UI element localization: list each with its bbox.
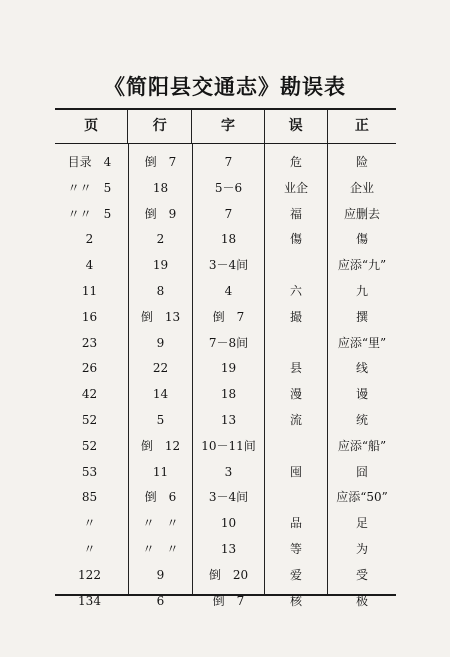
cell-word: 13 (220, 412, 237, 427)
page-title: 《简阳县交通志》勘误表 (104, 74, 346, 99)
cell-wrong (265, 485, 327, 511)
cell-word: 7 (224, 206, 233, 221)
header-page: 页 (84, 118, 99, 134)
cell-right: 极 (355, 593, 368, 608)
cell-page: 134 (78, 593, 101, 608)
cell-word: 19 (220, 361, 237, 376)
cell-right: 应添“九” (337, 258, 387, 273)
cell-wrong: 囤 (289, 464, 302, 479)
column-page (55, 144, 128, 608)
cell-right: 九 (355, 283, 368, 298)
cell-line: 倒 9 (144, 206, 177, 221)
cell-word: 3 (224, 464, 233, 479)
cell-page: 52 (81, 412, 98, 427)
cell-wrong (265, 253, 327, 279)
cell-line: 倒 6 (144, 490, 177, 505)
cell-right: 线 (355, 361, 368, 376)
cell-wrong: 漫 (289, 387, 302, 402)
cell-page: 〃〃 5 (67, 180, 112, 195)
cell-right: 应添“船” (337, 438, 387, 453)
cell-wrong: 品 (289, 516, 302, 531)
cell-page: 122 (78, 567, 101, 582)
cell-word: 7－8间 (208, 335, 249, 350)
cell-page: 16 (81, 309, 98, 324)
header-correct: 正 (327, 110, 396, 143)
cell-page: 52 (81, 438, 98, 453)
cell-wrong (265, 434, 327, 460)
cell-wrong (265, 331, 327, 357)
cell-right: 为 (355, 541, 368, 556)
table-body (55, 144, 396, 608)
cell-page: 26 (81, 361, 98, 376)
cell-page: 85 (81, 490, 98, 505)
cell-wrong: 业企 (283, 180, 308, 195)
column-line (128, 144, 192, 608)
cell-page: 〃 (83, 516, 96, 531)
cell-line: 〃 〃 (142, 516, 179, 531)
cell-wrong: 危 (289, 155, 302, 169)
cell-wrong: 六 (289, 283, 302, 298)
cell-wrong: 县 (289, 361, 302, 376)
cell-line: 8 (156, 283, 165, 298)
cell-wrong: 傷 (289, 232, 302, 247)
cell-right: 撰 (355, 309, 368, 324)
cell-wrong: 等 (289, 541, 302, 556)
cell-right: 统 (355, 412, 368, 427)
cell-word: 18 (220, 387, 237, 402)
cell-right: 应删去 (343, 206, 380, 221)
cell-right: 险 (355, 155, 368, 169)
cell-line: 2 (156, 232, 165, 247)
cell-line: 倒 13 (140, 309, 181, 324)
header-line: 行 (127, 110, 191, 143)
cell-wrong: 爱 (289, 567, 302, 582)
cell-line: 6 (156, 593, 165, 608)
cell-word: 7 (224, 155, 233, 169)
cell-word: 18 (220, 232, 237, 247)
cell-word: 10－11间 (201, 438, 256, 453)
cell-page: 53 (81, 464, 98, 479)
cell-line: 9 (156, 335, 165, 350)
cell-wrong: 核 (289, 593, 302, 608)
cell-word: 10 (220, 516, 237, 531)
cell-line: 倒 12 (140, 438, 181, 453)
cell-word: 13 (220, 541, 237, 556)
cell-line: 5 (156, 412, 165, 427)
cell-right: 应添“里” (337, 335, 387, 350)
cell-line: 18 (152, 180, 169, 195)
cell-word: 5－6 (214, 180, 243, 195)
cell-page: 42 (81, 387, 98, 402)
cell-line: 11 (152, 464, 169, 479)
cell-line: 9 (156, 567, 165, 582)
cell-word: 4 (224, 283, 233, 298)
cell-word: 倒 20 (208, 567, 249, 582)
cell-right: 应添“50” (336, 490, 388, 505)
cell-wrong: 流 (289, 412, 302, 427)
column-correct (327, 144, 396, 608)
cell-line: 倒 7 (144, 155, 177, 169)
cell-word: 3－4间 (208, 258, 249, 273)
header-word: 字 (191, 110, 263, 143)
cell-line: 19 (152, 258, 169, 273)
cell-right: 企业 (349, 180, 374, 195)
cell-page: 〃〃 5 (67, 206, 112, 221)
cell-page: 4 (85, 258, 94, 273)
cell-word: 3－4间 (208, 490, 249, 505)
cell-line: 14 (152, 387, 169, 402)
cell-line: 22 (152, 361, 169, 376)
cell-right: 受 (355, 567, 368, 582)
cell-word: 倒 7 (212, 593, 245, 608)
header-row (55, 110, 396, 143)
cell-wrong: 撮 (289, 309, 302, 324)
cell-right: 傷 (355, 232, 368, 247)
column-wrong (264, 144, 327, 608)
column-word (192, 144, 264, 608)
cell-page: 〃 (83, 541, 96, 556)
cell-right: 囧 (355, 464, 368, 479)
header-wrong: 误 (264, 110, 327, 143)
cell-wrong: 福 (289, 206, 302, 221)
cell-page: 2 (85, 232, 94, 247)
cell-page: 11 (81, 283, 98, 298)
cell-page: 目录 4 (67, 155, 112, 169)
cell-right: 足 (355, 516, 368, 531)
cell-page: 23 (81, 335, 98, 350)
cell-line: 〃 〃 (142, 541, 179, 556)
errata-table (55, 108, 396, 608)
cell-word: 倒 7 (212, 309, 245, 324)
cell-right: 谩 (355, 387, 368, 402)
